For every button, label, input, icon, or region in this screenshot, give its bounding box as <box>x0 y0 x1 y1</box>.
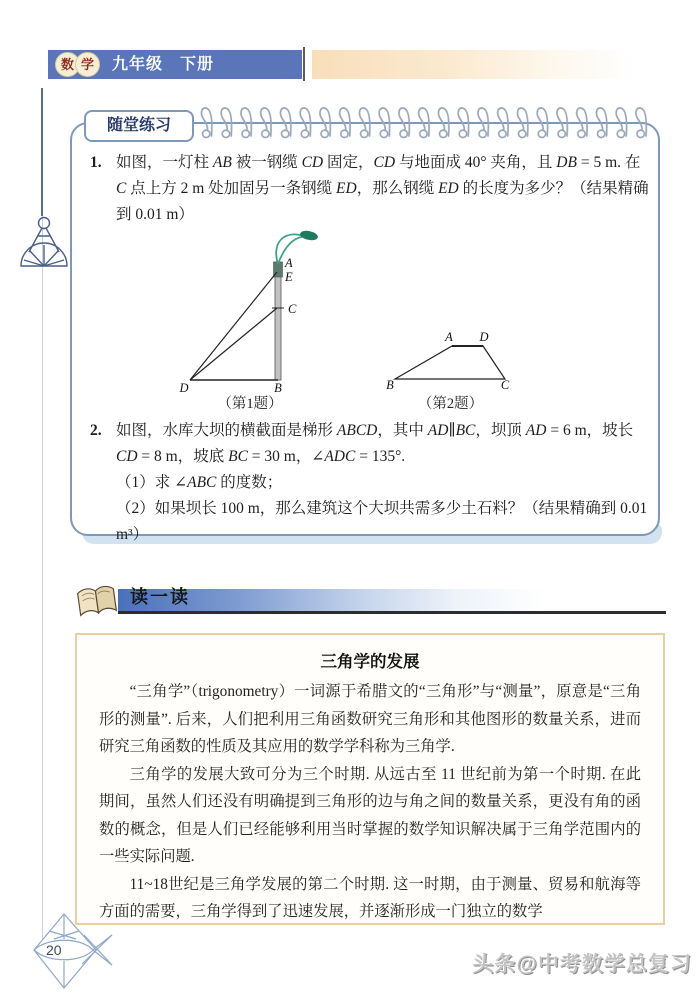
read-section-label: 读一读 <box>130 587 190 607</box>
fig1-label-E: E <box>285 270 293 284</box>
reading-title: 三角学的发展 <box>320 652 420 671</box>
fig2-label-B: B <box>386 378 394 390</box>
problem-2 <box>90 418 652 548</box>
problem-2-text: 如图，水库大坝的横截面是梯形 ABCD，其中 AD∥BC，坝顶 AD = 6 m，坡长 CD = 8 m，坡底 BC = 30 m，∠ADC = 135°. <box>116 422 634 465</box>
fig2-label-A: A <box>445 330 453 344</box>
page-number: 20 <box>46 942 62 958</box>
drafting-compass-icon <box>16 214 72 278</box>
problem-1-number: 1. <box>90 154 102 171</box>
fig1-label-D: D <box>179 381 189 394</box>
book-title: 九年级 下册 <box>112 56 215 73</box>
spiral-binding-coils <box>196 101 650 143</box>
problem-2-sub-1: （1）求 ∠ABC 的度数； <box>116 474 283 491</box>
figure-1-lamp-post <box>168 226 358 394</box>
reading-paragraph-1: “三角学”（trigonometry）一词源于希腊文的“三角形”与“测量”，原意是“三角形的测量”. 后来，人们把利用三角函数研究三角形和其他图形的数量关系，进而研究三角函数的性质及其应用的数学学科称为三角学. <box>99 683 641 755</box>
problem-1-text: 如图，一灯柱 AB 被一钢缆 CD 固定，CD 与地面成 40° 夹角，且 DB = 5 m. 在 C 点上方 2 m 处加固另一条钢缆 ED，那么钢缆 ED 的长度为多少？（结果精确到 0.01 m） <box>116 154 649 223</box>
open-book-icon <box>74 582 120 622</box>
reading-paragraph-2: 三角学的发展大致可分为三个时期. 从远古至 11 世纪前为第一个时期. 在此期间，虽然人们还没有明确提到三角形的边与角之间的数量关系，更没有角的函数的概念，但是人们已经能够利用当时掌握的数学知识解决属于三角学范围内的一些实际问题. <box>99 765 641 865</box>
reading-paragraph-3: 11~18世纪是三角学发展的第二个时期. 这一时期，由于测量、贸易和航海等方面的需要，三角学得到了迅速发展，并逐渐形成一门独立的数学 <box>99 875 641 920</box>
fig1-label-B: B <box>274 381 282 394</box>
math-logo <box>55 52 100 77</box>
page-number-fish-ornament <box>26 908 116 996</box>
header-divider <box>303 47 305 81</box>
practice-section-label: 随堂练习 <box>84 110 194 142</box>
problem-1 <box>90 150 652 228</box>
fig2-label-D: D <box>479 330 489 344</box>
figure-1-caption: （第1题） <box>217 396 283 412</box>
fig2-label-C: C <box>500 378 510 390</box>
fig1-label-A: A <box>285 256 293 270</box>
compass-thread <box>41 88 43 216</box>
fig1-label-C: C <box>288 302 297 316</box>
problem-2-sub-2: （2）如果坝长 100 m，那么建筑这个大坝共需多少土石料？（结果精确到 0.01 m³） <box>116 500 648 543</box>
reading-box <box>75 633 665 925</box>
read-section-bar <box>118 589 666 614</box>
header-accent-band <box>312 50 692 79</box>
logo-char-1: 数 <box>55 52 80 77</box>
header-bar <box>48 50 302 79</box>
problem-2-number: 2. <box>90 422 102 439</box>
figure-2-trapezoid <box>383 328 518 390</box>
watermark-text: 头条@中考数学总复习 <box>472 953 692 976</box>
figure-2-caption: （第2题） <box>417 396 484 412</box>
logo-char-2: 学 <box>75 52 100 77</box>
